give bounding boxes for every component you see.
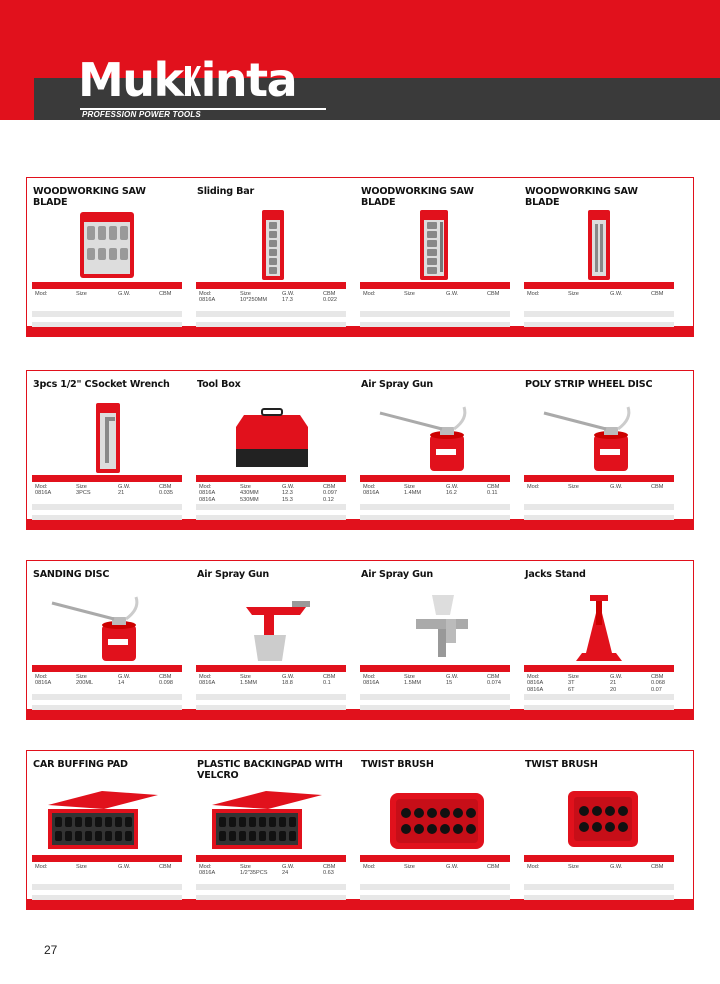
socket-column-card-icon (360, 208, 510, 280)
product-title: Sliding Bar (197, 186, 254, 197)
product-card (196, 184, 361, 326)
product-title: Tool Box (197, 379, 241, 390)
product-card (524, 567, 689, 709)
spec-column-header: G.W. (118, 864, 131, 870)
spec-stripe (360, 884, 510, 890)
spec-cell: 24 (282, 870, 289, 877)
socket-strip-card-icon (196, 208, 346, 280)
spec-column-header: Mod: (199, 864, 212, 870)
spec-table (32, 674, 182, 687)
spec-header-bar (196, 665, 346, 672)
spec-cell: 0816A (527, 686, 544, 693)
product-card (360, 757, 525, 899)
spec-table (32, 864, 182, 870)
spec-cell: 15.3 (282, 496, 293, 503)
section-divider (26, 900, 694, 910)
spec-header-bar (524, 282, 674, 289)
product-card (360, 184, 525, 326)
page-number: 27 (44, 943, 58, 957)
spec-header-bar (360, 282, 510, 289)
oil-can-icon (360, 401, 510, 473)
spec-cell: 0816A (199, 870, 216, 877)
product-card (32, 567, 197, 709)
spec-header-row (524, 484, 674, 490)
spec-header-bar (524, 665, 674, 672)
spec-column-header: Size (404, 864, 415, 870)
product-card (32, 377, 197, 519)
spec-header-bar (196, 475, 346, 482)
spec-cell: 21 (118, 490, 125, 497)
spec-column-header: CBM (323, 864, 336, 870)
logo-text-2: inta (200, 53, 297, 107)
spec-stripe (524, 694, 674, 700)
section-divider (26, 520, 694, 530)
spec-row (32, 490, 182, 496)
socket-metal-case-icon (32, 781, 182, 853)
spec-column-header: G.W. (446, 864, 459, 870)
spec-cell: 0.097 (323, 490, 337, 497)
spec-column-header: CBM (159, 674, 172, 680)
spec-column-header: Mod: (363, 484, 376, 490)
spec-stripe (32, 694, 182, 700)
spec-cell: 3T (568, 680, 575, 687)
spec-column-header: CBM (487, 484, 500, 490)
spec-column-header: Size (76, 291, 87, 297)
product-card (524, 377, 689, 519)
spec-table (32, 291, 182, 297)
product-card (360, 377, 525, 519)
spec-stripe (524, 884, 674, 890)
spec-header-bar (360, 475, 510, 482)
spec-column-header: G.W. (118, 484, 131, 490)
spec-column-header: G.W. (610, 864, 623, 870)
spec-header-bar (524, 855, 674, 862)
spec-cell: 17.3 (282, 297, 293, 304)
spec-column-header: CBM (651, 484, 664, 490)
spec-column-header: G.W. (610, 291, 623, 297)
spec-row (360, 680, 510, 686)
spec-table (196, 484, 346, 503)
spec-cell: 0.074 (487, 680, 501, 687)
product-title: CAR BUFFING PAD (33, 759, 128, 770)
spray-gun-top-cup-icon (360, 591, 510, 663)
spec-column-header: CBM (159, 484, 172, 490)
spec-row (196, 497, 346, 503)
socket-set-card-icon (32, 208, 182, 280)
spec-column-header: Size (76, 484, 87, 490)
spec-column-header: Size (568, 674, 579, 680)
spec-cell: 1/2"35PCS (240, 870, 268, 877)
spec-column-header: G.W. (446, 674, 459, 680)
spec-column-header: Mod: (35, 674, 48, 680)
spec-cell: 1.5MM (240, 680, 258, 687)
spec-column-header: Mod: (363, 864, 376, 870)
spec-table (524, 674, 674, 693)
product-card (524, 757, 689, 899)
product-section-1 (26, 177, 694, 327)
spec-table (524, 291, 674, 297)
spec-stripe (360, 694, 510, 700)
spec-column-header: G.W. (282, 864, 295, 870)
spec-table (360, 484, 510, 497)
spec-stripe (196, 504, 346, 510)
product-card (32, 184, 197, 326)
spec-cell: 0.11 (487, 490, 498, 497)
spec-cell: 0.068 (651, 680, 665, 687)
spec-cell: 10*250MM (240, 297, 268, 304)
spec-column-header: G.W. (610, 484, 623, 490)
spec-column-header: Size (240, 674, 251, 680)
product-title: WOODWORKING SAW BLADE (525, 186, 638, 208)
spec-cell: 0.63 (323, 870, 334, 877)
spec-column-header: Size (240, 484, 251, 490)
spec-stripe (196, 884, 346, 890)
spec-column-header: Mod: (527, 484, 540, 490)
spec-column-header: G.W. (610, 674, 623, 680)
spec-table (196, 864, 346, 877)
spec-column-header: CBM (651, 291, 664, 297)
product-card (196, 377, 361, 519)
impact-socket-case-small-icon (524, 781, 674, 853)
spec-column-header: Size (568, 484, 579, 490)
spec-header-row (360, 291, 510, 297)
spec-column-header: CBM (487, 674, 500, 680)
product-card (524, 184, 689, 326)
spec-header-row (32, 864, 182, 870)
spec-column-header: CBM (651, 864, 664, 870)
spec-header-row (524, 291, 674, 297)
spec-column-header: G.W. (446, 291, 459, 297)
spec-column-header: Mod: (527, 864, 540, 870)
spec-column-header: Mod: (35, 864, 48, 870)
spec-header-bar (196, 855, 346, 862)
spec-row (32, 680, 182, 686)
spec-cell: 530MM (240, 496, 259, 503)
spec-column-header: Mod: (527, 674, 540, 680)
spec-table (524, 864, 674, 870)
spec-column-header: G.W. (282, 674, 295, 680)
product-title: WOODWORKING SAW BLADE (361, 186, 474, 208)
spec-header-bar (32, 855, 182, 862)
spec-header-bar (32, 475, 182, 482)
spec-cell: 0.07 (651, 686, 662, 693)
product-section-3 (26, 560, 694, 710)
spec-cell: 12.3 (282, 490, 293, 497)
spec-column-header: Mod: (35, 484, 48, 490)
product-title: TWIST BRUSH (525, 759, 598, 770)
spec-table (196, 674, 346, 687)
product-title: PLASTIC BACKINGPAD WITH VELCRO (197, 759, 343, 781)
spec-header-row (360, 864, 510, 870)
spec-header-bar (196, 282, 346, 289)
spec-cell: 0816A (363, 680, 380, 687)
product-title: Air Spray Gun (197, 569, 269, 580)
spec-column-header: Size (76, 864, 87, 870)
spec-header-bar (360, 665, 510, 672)
spec-table (196, 291, 346, 304)
spec-column-header: CBM (323, 291, 336, 297)
spec-cell: 14 (118, 680, 125, 687)
product-card (360, 567, 525, 709)
product-title: Jacks Stand (525, 569, 586, 580)
spec-column-header: CBM (487, 864, 500, 870)
spec-cell: 0816A (363, 490, 380, 497)
spec-row (196, 870, 346, 876)
spec-cell: 3PCS (76, 490, 91, 497)
spec-column-header: Mod: (35, 291, 48, 297)
spec-cell: 0.1 (323, 680, 331, 687)
product-title: Air Spray Gun (361, 379, 433, 390)
spec-header-bar (32, 665, 182, 672)
spec-column-header: CBM (651, 674, 664, 680)
spray-gun-bottom-cup-icon (196, 591, 346, 663)
spec-stripe (360, 504, 510, 510)
spec-table (360, 864, 510, 870)
spec-header-bar (360, 855, 510, 862)
spec-stripe (524, 311, 674, 317)
spec-column-header: Mod: (363, 674, 376, 680)
spec-column-header: Size (568, 291, 579, 297)
spec-table (524, 484, 674, 490)
spec-cell: 15 (446, 680, 453, 687)
spec-column-header: Size (568, 864, 579, 870)
spec-stripe (524, 504, 674, 510)
spec-cell: 20 (610, 686, 617, 693)
spec-stripe (32, 504, 182, 510)
spec-column-header: G.W. (118, 674, 131, 680)
spec-cell: 1.4MM (404, 490, 422, 497)
spec-column-header: Mod: (527, 291, 540, 297)
brand-logo (78, 52, 326, 122)
spec-cell: 21 (610, 680, 617, 687)
spec-column-header: Mod: (363, 291, 376, 297)
spec-cell: 0816A (35, 680, 52, 687)
spec-cell: 6T (568, 686, 575, 693)
spec-cell: 200ML (76, 680, 94, 687)
spec-cell: 0816A (199, 490, 216, 497)
spec-row (196, 680, 346, 686)
spec-stripe (196, 694, 346, 700)
logo-tagline: PROFESSION POWER TOOLS (82, 110, 201, 119)
spec-column-header: Size (404, 291, 415, 297)
spec-cell: 0.098 (159, 680, 173, 687)
spec-cell: 0816A (199, 680, 216, 687)
spec-cell: 1.5MM (404, 680, 422, 687)
impact-socket-case-icon (360, 781, 510, 853)
spec-column-header: Mod: (199, 484, 212, 490)
spec-header-row (524, 864, 674, 870)
spec-column-header: CBM (487, 291, 500, 297)
product-title: WOODWORKING SAW BLADE (33, 186, 146, 208)
spec-cell: 0816A (35, 490, 52, 497)
spec-row (360, 490, 510, 496)
product-title: TWIST BRUSH (361, 759, 434, 770)
section-divider (26, 327, 694, 337)
product-card (196, 567, 361, 709)
spec-column-header: Mod: (199, 674, 212, 680)
jack-stand-icon (524, 591, 674, 663)
product-section-2 (26, 370, 694, 520)
spec-stripe (196, 311, 346, 317)
spec-header-bar (32, 282, 182, 289)
spec-column-header: G.W. (446, 484, 459, 490)
spec-cell: 0816A (199, 297, 216, 304)
spec-column-header: G.W. (282, 484, 295, 490)
product-card (32, 757, 197, 899)
product-section-4 (26, 750, 694, 900)
spec-column-header: Size (76, 674, 87, 680)
product-title: 3pcs 1/2" CSocket Wrench (33, 379, 170, 390)
spec-column-header: G.W. (118, 291, 131, 297)
l-wrench-card-icon (32, 401, 182, 473)
spec-cell: 0816A (199, 496, 216, 503)
spec-cell: 18.8 (282, 680, 293, 687)
product-card (196, 757, 361, 899)
product-title: POLY STRIP WHEEL DISC (525, 379, 653, 390)
spec-stripe (32, 884, 182, 890)
extension-bar-card-icon (524, 208, 674, 280)
spec-column-header: CBM (159, 291, 172, 297)
oil-can-icon (524, 401, 674, 473)
spec-column-header: G.W. (282, 291, 295, 297)
spec-column-header: Size (404, 484, 415, 490)
socket-metal-case-icon (196, 781, 346, 853)
spec-cell: 430MM (240, 490, 259, 497)
spec-stripe (32, 311, 182, 317)
oil-can-icon (32, 591, 182, 663)
spec-column-header: CBM (323, 674, 336, 680)
spec-table (32, 484, 182, 497)
spec-column-header: Size (404, 674, 415, 680)
spec-column-header: CBM (323, 484, 336, 490)
spec-row (196, 297, 346, 303)
spec-row (524, 687, 674, 693)
logo-text: Muk (78, 53, 183, 107)
spec-cell: 0.022 (323, 297, 337, 304)
spec-cell: 16.2 (446, 490, 457, 497)
tool-box-icon (196, 401, 346, 473)
spec-table (360, 674, 510, 687)
spec-column-header: Size (240, 864, 251, 870)
spec-stripe (360, 311, 510, 317)
spec-header-bar (524, 475, 674, 482)
product-title: Air Spray Gun (361, 569, 433, 580)
spec-column-header: Mod: (199, 291, 212, 297)
spec-cell: 0.12 (323, 496, 334, 503)
spec-table (360, 291, 510, 297)
spec-column-header: Size (240, 291, 251, 297)
spec-cell: 0.035 (159, 490, 173, 497)
section-divider (26, 710, 694, 720)
spec-header-row (32, 291, 182, 297)
spec-column-header: CBM (159, 864, 172, 870)
spec-cell: 0816A (527, 680, 544, 687)
product-title: SANDING DISC (33, 569, 110, 580)
